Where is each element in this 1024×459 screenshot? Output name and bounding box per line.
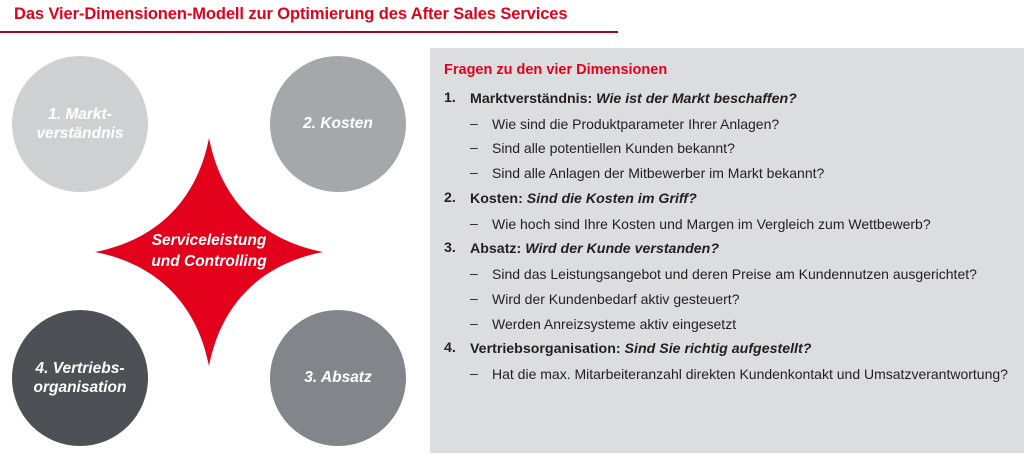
sub-list-item bbox=[470, 290, 1016, 309]
sub-list-item bbox=[470, 365, 1016, 384]
sub-list bbox=[470, 265, 1016, 333]
dash-bullet-icon: – bbox=[470, 265, 478, 282]
center-label-line2: und Controlling bbox=[151, 253, 267, 270]
sub-list-item-text: Werden Anreizsysteme aktiv eingesetzt bbox=[492, 315, 737, 332]
sub-list bbox=[470, 215, 1016, 234]
dash-bullet-icon: – bbox=[470, 314, 478, 331]
questions-panel-heading: Fragen zu den vier Dimensionen bbox=[444, 62, 668, 78]
list-item-question: Wie ist der Markt beschaffen? bbox=[596, 91, 797, 107]
list-item-number: 2. bbox=[444, 189, 456, 206]
dimension-label-line1: 1. Markt- bbox=[48, 105, 112, 123]
center-label-line1: Serviceleistung bbox=[151, 232, 267, 250]
sub-list-item-text: Wie sind die Produktparameter Ihrer Anlagen? bbox=[492, 115, 780, 132]
title-divider bbox=[0, 31, 618, 33]
dash-bullet-icon: – bbox=[470, 139, 478, 156]
dash-bullet-icon: – bbox=[470, 114, 478, 131]
sub-list-item-text: Wie hoch sind Ihre Kosten und Margen im Vergleich zum Wettbewerb? bbox=[492, 215, 931, 232]
list-item-lead: Absatz: bbox=[470, 241, 522, 258]
dash-bullet-icon: – bbox=[470, 365, 478, 382]
dimension-label-line1: 3. Absatz bbox=[304, 369, 372, 387]
sub-list-item bbox=[470, 265, 1016, 284]
dimension-label-line2: organisation bbox=[33, 379, 127, 396]
list-item-question: Wird der Kunde verstanden? bbox=[525, 241, 719, 258]
sub-list-item bbox=[470, 315, 1016, 334]
sub-list-item-text: Sind das Leistungsangebot und deren Preise am Kundennutzen ausgerichtet? bbox=[492, 266, 977, 283]
dash-bullet-icon: – bbox=[470, 289, 478, 306]
sub-list-item bbox=[470, 215, 1016, 234]
sub-list-item-text: Sind alle potentiellen Kunden bekannt? bbox=[492, 140, 735, 157]
list-item bbox=[444, 240, 1016, 333]
center-star-shape bbox=[95, 138, 323, 366]
four-dimension-diagram bbox=[0, 42, 430, 459]
title-bar bbox=[0, 0, 1024, 32]
dash-bullet-icon: – bbox=[470, 214, 478, 231]
dimension-label-line1: 4. Vertriebs- bbox=[35, 359, 125, 377]
list-item-lead: Kosten: bbox=[470, 190, 523, 207]
list-item-number: 1. bbox=[444, 90, 456, 106]
sub-list bbox=[470, 115, 1016, 183]
list-item-text bbox=[470, 190, 1016, 209]
list-item bbox=[444, 90, 1016, 183]
dimension-label-line2: verständnis bbox=[36, 125, 124, 142]
questions-panel bbox=[430, 48, 1024, 453]
sub-list-item-text: Sind alle Anlagen der Mitbewerber im Markt bekannt? bbox=[492, 165, 825, 182]
list-item-number: 3. bbox=[444, 240, 456, 257]
dimension-label-line1: 2. Kosten bbox=[303, 115, 373, 133]
sub-list-item-text: Hat die max. Mitarbeiteranzahl direkten Kundenkontakt und Umsatzverantwortung? bbox=[492, 366, 1008, 383]
list-item-question: Sind Sie richtig aufgestellt? bbox=[624, 341, 812, 358]
list-item bbox=[444, 340, 1016, 383]
sub-list-item-text: Wird der Kundenbedarf aktiv gesteuert? bbox=[492, 290, 740, 307]
dash-bullet-icon: – bbox=[470, 164, 478, 181]
list-item-question: Sind die Kosten im Griff? bbox=[526, 190, 697, 207]
sub-list-item bbox=[470, 164, 1016, 183]
dimension-circle-label bbox=[298, 368, 377, 387]
list-item-text bbox=[470, 240, 1016, 259]
page-title: Das Vier-Dimensionen-Modell zur Optimierung des After Sales Services bbox=[14, 5, 568, 23]
list-item-text bbox=[470, 340, 1016, 359]
list-item-lead: Marktverständnis: bbox=[470, 91, 593, 107]
list-item-text bbox=[470, 90, 1016, 109]
list-item-lead: Vertriebsorganisation: bbox=[470, 341, 621, 358]
dimension-circle-label bbox=[297, 114, 379, 133]
sub-list-item bbox=[470, 115, 1016, 134]
sub-list-item bbox=[470, 139, 1016, 158]
list-item-number: 4. bbox=[444, 340, 456, 357]
list-item bbox=[444, 190, 1016, 233]
sub-list bbox=[470, 365, 1016, 384]
questions-list bbox=[444, 90, 1016, 391]
